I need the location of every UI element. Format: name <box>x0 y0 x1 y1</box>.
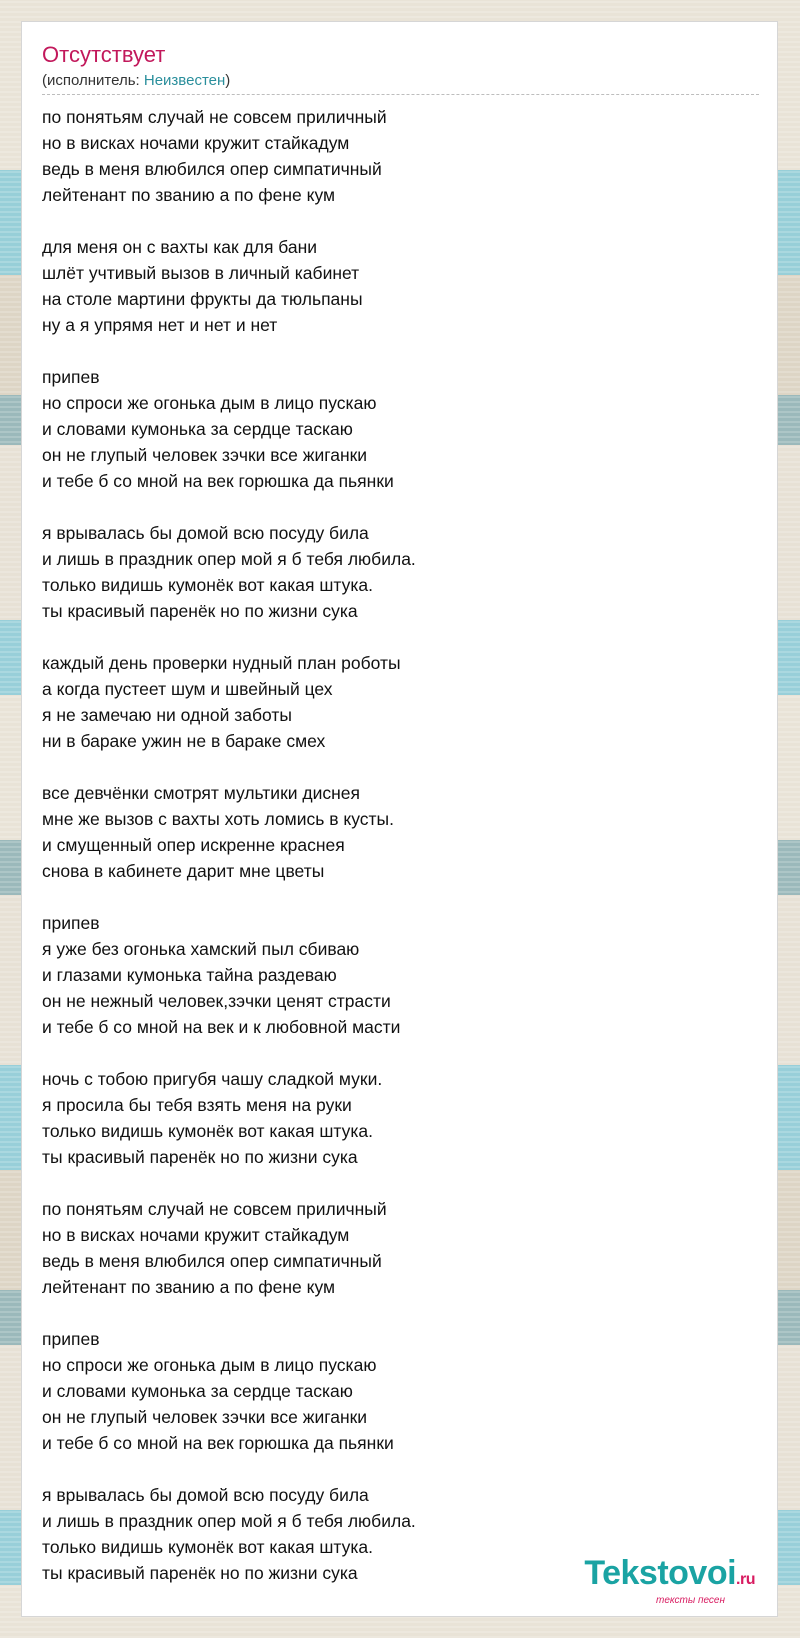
site-logo[interactable] <box>584 1556 755 1606</box>
logo-tagline: тексты песен <box>656 1595 725 1606</box>
performer-suffix: ) <box>225 72 231 89</box>
title-divider <box>42 94 759 95</box>
song-title: Отсутствует <box>42 42 166 67</box>
performer-prefix: (исполнитель: <box>42 72 144 89</box>
logo-wordmark <box>584 1556 755 1597</box>
logo-tld: .ru <box>736 1571 755 1588</box>
lyrics-text: по понятьям случай не совсем приличный но в висках ночами кружит стайкадум ведь в меня влюбился опер симпатичный лейтенант по званию а по фене кум для меня он с вахты как для бани шлёт учтивый вызов в личный кабинет на столе мартини фрукты да тюльпаны ну а я упрямя нет и нет и нет припев но спроси же огонька дым в лицо пускаю и словами кумонька за сердце таскаю он не глупый человек зэчки все жиганки и тебе б со мной на век горюшка да пьянки я врывалась бы домой всю посуду била и лишь в праздник опер мой я б тебя любила. только видишь кумонёк вот какая штука. ты красивый паренёк но по жизни сука каждый день проверки нудный план роботы а когда пустеет шум и швейный цех я не замечаю ни одной заботы ни в бараке ужин не в бараке смех все девчёнки смотрят мультики диснея мне же вызов с вахты хоть ломись в кусты. и смущенный опер искренне краснея снова в кабинете дарит мне цветы припев я уже без огонька хамский пыл сбиваю и глазами кумонька тайна раздеваю он не нежный человек,зэчки ценят страсти и тебе б со мной на век и к любовной масти ночь с тобою пригубя чашу сладкой муки. я просила бы тебя взять меня на руки только видишь кумонёк вот какая штука. ты красивый паренёк но по жизни сука по понятьям случай не совсем приличный но в висках ночами кружит стайкадум ведь в меня влюбился опер симпатичный лейтенант по званию а по фене кум припев но спроси же огонька дым в лицо пускаю и словами кумонька за сердце таскаю он не глупый человек зэчки все жиганки и тебе б со мной на век горюшка да пьянки я врывалась бы домой всю посуду била и лишь в праздник опер мой я б тебя любила. только видишь кумонёк вот какая штука. ты красивый паренёк но по жизни сука <box>42 107 416 1583</box>
artist-link[interactable]: Неизвестен <box>143 72 226 89</box>
performer-line <box>42 72 230 89</box>
lyrics-card <box>21 21 778 1617</box>
logo-name: Tekstovoi <box>584 1554 737 1592</box>
